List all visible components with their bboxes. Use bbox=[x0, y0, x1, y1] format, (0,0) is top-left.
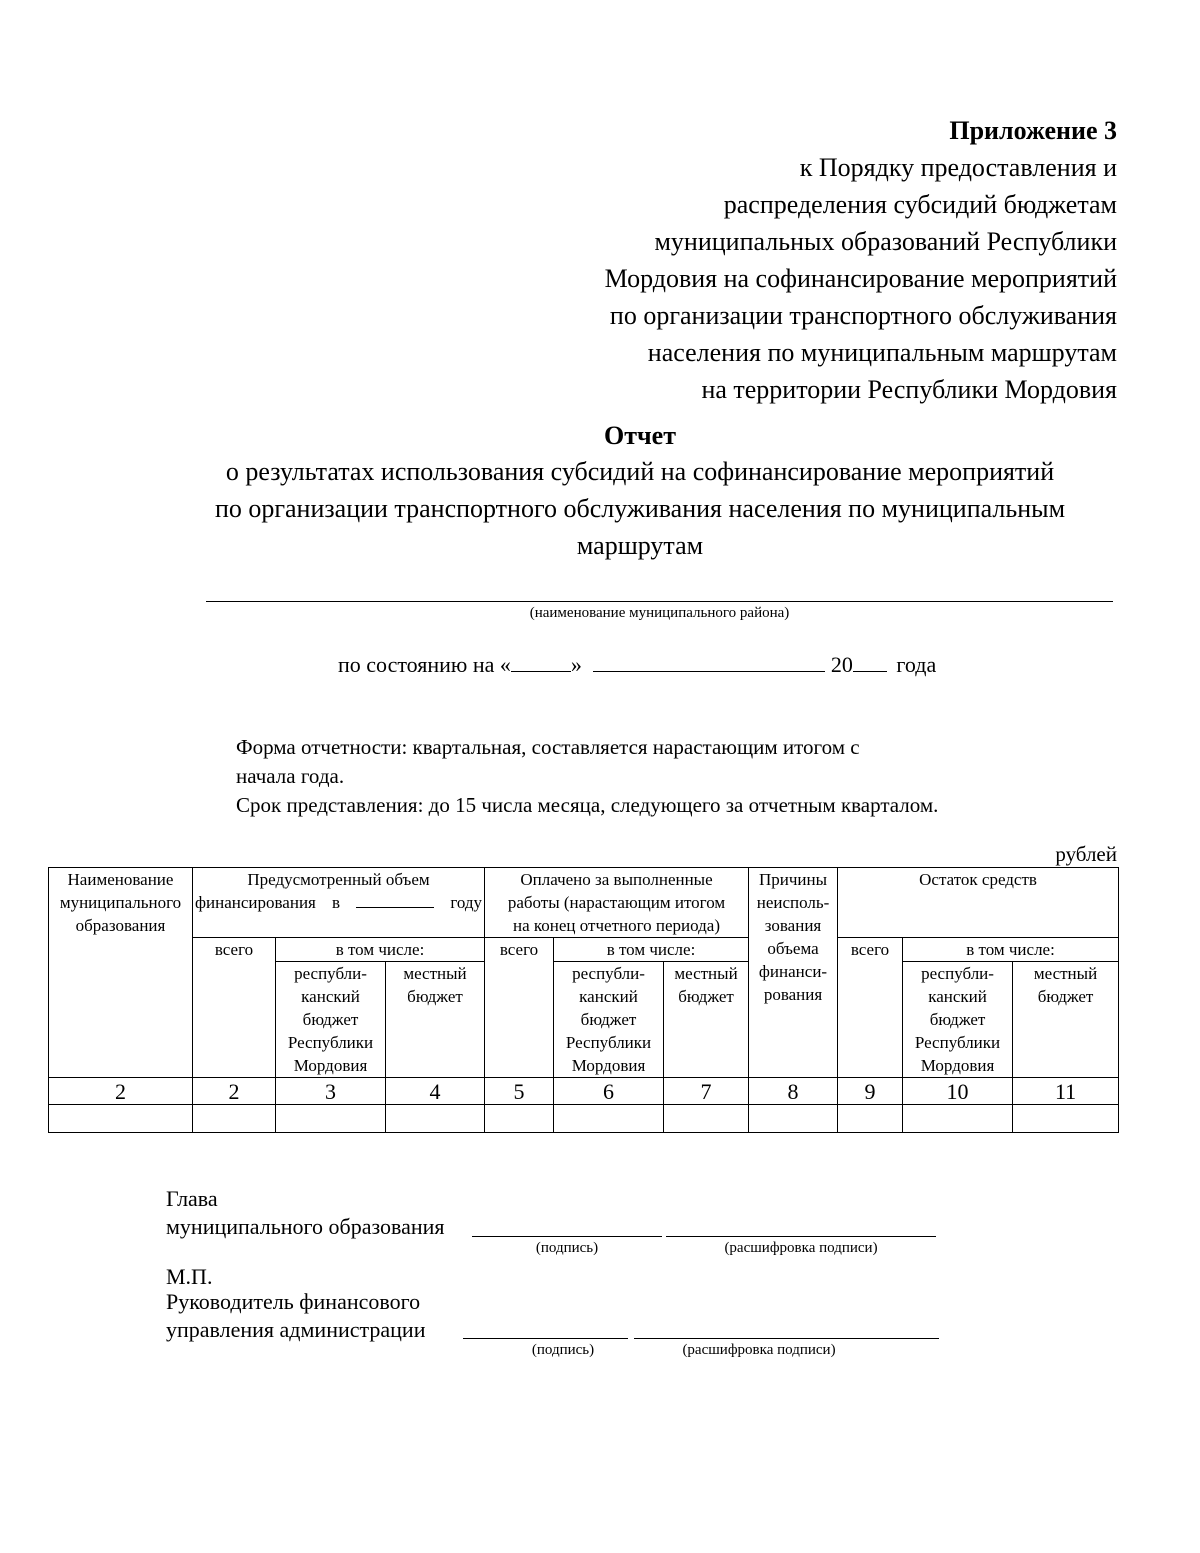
header-text: Республики bbox=[287, 1033, 374, 1052]
report-title: Отчет bbox=[604, 421, 676, 450]
day-field[interactable] bbox=[511, 653, 571, 672]
appendix-title: Приложение 3 bbox=[949, 116, 1117, 145]
header-including: в том числе: bbox=[276, 938, 485, 962]
header-republic-budget bbox=[554, 962, 664, 1078]
report-subtitle-line: о результатах использования субсидий на софинансирование мероприятий bbox=[225, 457, 1055, 486]
header-text: бюджет bbox=[580, 1010, 637, 1029]
head-signature-caption: (подпись) bbox=[535, 1240, 599, 1256]
district-name-caption: (наименование муниципального района) bbox=[529, 605, 790, 621]
header-remainder: Остаток средств bbox=[838, 868, 1119, 938]
header-paid bbox=[485, 868, 749, 938]
form-note-line: начала года. bbox=[236, 764, 345, 788]
header-text: местный bbox=[674, 964, 738, 983]
appendix-line: по организации транспортного обслуживания bbox=[609, 301, 1117, 330]
header-text: Мордовия bbox=[293, 1056, 368, 1075]
data-cell[interactable] bbox=[193, 1105, 276, 1133]
head-signature-field[interactable] bbox=[472, 1236, 662, 1237]
data-cell[interactable] bbox=[903, 1105, 1013, 1133]
header-text: на конец отчетного периода) bbox=[513, 916, 721, 935]
header-text: республи- bbox=[921, 964, 994, 983]
header-text: году bbox=[450, 893, 483, 912]
column-number: 2 bbox=[193, 1078, 276, 1105]
finance-title-line1: Руководитель финансового bbox=[166, 1289, 421, 1314]
header-text: Причины bbox=[758, 870, 828, 889]
header-including: в том числе: bbox=[903, 938, 1119, 962]
data-cell[interactable] bbox=[554, 1105, 664, 1133]
header-text: бюджет bbox=[407, 987, 463, 1006]
header-local-budget bbox=[1013, 962, 1119, 1078]
report-table bbox=[48, 867, 1119, 1133]
year-prefix: 20 bbox=[830, 652, 853, 677]
column-number: 8 bbox=[749, 1078, 838, 1105]
header-text: бюджет bbox=[302, 1010, 359, 1029]
header-planned-financing bbox=[193, 868, 485, 938]
report-date-line bbox=[338, 652, 936, 678]
column-number: 6 bbox=[554, 1078, 664, 1105]
header-text: объема bbox=[767, 939, 819, 958]
header-text: местный bbox=[403, 964, 467, 983]
header-text-year bbox=[195, 891, 482, 914]
appendix-line: к Порядку предоставления и bbox=[799, 153, 1117, 182]
header-text: Предусмотренный объем bbox=[247, 870, 430, 889]
seal-label: М.П. bbox=[166, 1264, 213, 1289]
data-cell[interactable] bbox=[386, 1105, 485, 1133]
header-reasons bbox=[749, 868, 838, 1078]
header-local-budget bbox=[386, 962, 485, 1078]
header-total: всего bbox=[193, 938, 276, 1078]
header-text: республи- bbox=[294, 964, 367, 983]
data-cell[interactable] bbox=[749, 1105, 838, 1133]
header-text: бюджет bbox=[678, 987, 734, 1006]
data-cell[interactable] bbox=[276, 1105, 386, 1133]
column-number: 5 bbox=[485, 1078, 554, 1105]
year-suffix: года bbox=[896, 652, 937, 677]
finance-title-line2: управления администрации bbox=[166, 1317, 426, 1342]
column-number: 2 bbox=[49, 1078, 193, 1105]
year-field[interactable] bbox=[853, 653, 887, 672]
appendix-line: распределения субсидий бюджетам bbox=[723, 190, 1117, 219]
data-cell[interactable] bbox=[49, 1105, 193, 1133]
header-text: зования bbox=[764, 916, 822, 935]
header-text: образования bbox=[75, 916, 166, 935]
header-republic-budget bbox=[903, 962, 1013, 1078]
data-cell[interactable] bbox=[838, 1105, 903, 1133]
header-text: канский bbox=[579, 987, 638, 1006]
header-text: финансирования в bbox=[195, 893, 341, 912]
header-local-budget bbox=[664, 962, 749, 1078]
header-text: Оплачено за выполненные bbox=[520, 870, 713, 889]
data-cell[interactable] bbox=[664, 1105, 749, 1133]
column-number: 3 bbox=[276, 1078, 386, 1105]
head-signature-decoding-field[interactable] bbox=[666, 1236, 936, 1237]
header-text: Республики bbox=[565, 1033, 652, 1052]
report-heading bbox=[140, 418, 1140, 564]
header-total: всего bbox=[838, 938, 903, 1078]
date-prefix: по состоянию на « bbox=[338, 652, 511, 677]
financing-year-field[interactable] bbox=[356, 893, 434, 908]
date-quote: » bbox=[570, 652, 582, 677]
appendix-header bbox=[497, 112, 1117, 408]
header-text: Наименование bbox=[67, 870, 174, 889]
column-number: 10 bbox=[903, 1078, 1013, 1105]
header-text: рования bbox=[763, 985, 823, 1004]
header-text: бюджет bbox=[1037, 987, 1094, 1006]
header-including: в том числе: bbox=[554, 938, 749, 962]
finance-signature-field[interactable] bbox=[463, 1338, 628, 1339]
finance-decoding-caption: (расшифровка подписи) bbox=[682, 1342, 836, 1358]
header-text: Республики bbox=[914, 1033, 1001, 1052]
report-subtitle-line: маршрутам bbox=[576, 531, 704, 560]
header-text: канский bbox=[301, 987, 360, 1006]
head-title-line2: муниципального образования bbox=[166, 1214, 445, 1239]
header-text: работы (нарастающим итогом bbox=[507, 893, 726, 912]
header-text: Мордовия bbox=[920, 1056, 995, 1075]
column-number: 4 bbox=[386, 1078, 485, 1105]
appendix-line: муниципальных образований Республики bbox=[654, 227, 1117, 256]
column-number: 11 bbox=[1013, 1078, 1119, 1105]
column-number: 7 bbox=[664, 1078, 749, 1105]
header-text: местный bbox=[1033, 964, 1098, 983]
head-decoding-caption: (расшифровка подписи) bbox=[724, 1240, 878, 1256]
column-number: 9 bbox=[838, 1078, 903, 1105]
report-subtitle-line: по организации транспортного обслуживания населения по муниципальным bbox=[214, 494, 1066, 523]
header-text: канский bbox=[928, 987, 987, 1006]
form-note-line: Срок представления: до 15 числа месяца, следующего за отчетным кварталом. bbox=[236, 793, 939, 817]
appendix-line: населения по муниципальным маршрутам bbox=[647, 338, 1117, 367]
head-title-line1: Глава bbox=[166, 1186, 218, 1211]
finance-signature-decoding-field[interactable] bbox=[634, 1338, 939, 1339]
header-municipality bbox=[49, 868, 193, 1078]
appendix-line: Мордовия на софинансирование мероприятий bbox=[604, 264, 1117, 293]
district-name-field[interactable] bbox=[206, 601, 1113, 602]
form-note bbox=[236, 733, 1096, 820]
data-cell[interactable] bbox=[485, 1105, 554, 1133]
header-text: муниципального bbox=[59, 893, 182, 912]
header-text: бюджет bbox=[929, 1010, 986, 1029]
header-text: республи- bbox=[572, 964, 645, 983]
month-field[interactable] bbox=[593, 653, 825, 672]
finance-signature-caption: (подпись) bbox=[531, 1342, 595, 1358]
units-label: рублей bbox=[1055, 842, 1117, 866]
header-text: финанси- bbox=[758, 962, 828, 981]
header-republic-budget bbox=[276, 962, 386, 1078]
data-cell[interactable] bbox=[1013, 1105, 1119, 1133]
appendix-line: на территории Республики Мордовия bbox=[701, 375, 1117, 404]
header-text: неисполь- bbox=[756, 893, 830, 912]
header-total: всего bbox=[485, 938, 554, 1078]
form-note-line: Форма отчетности: квартальная, составляется нарастающим итогом с bbox=[236, 735, 860, 759]
header-text: Мордовия bbox=[571, 1056, 646, 1075]
